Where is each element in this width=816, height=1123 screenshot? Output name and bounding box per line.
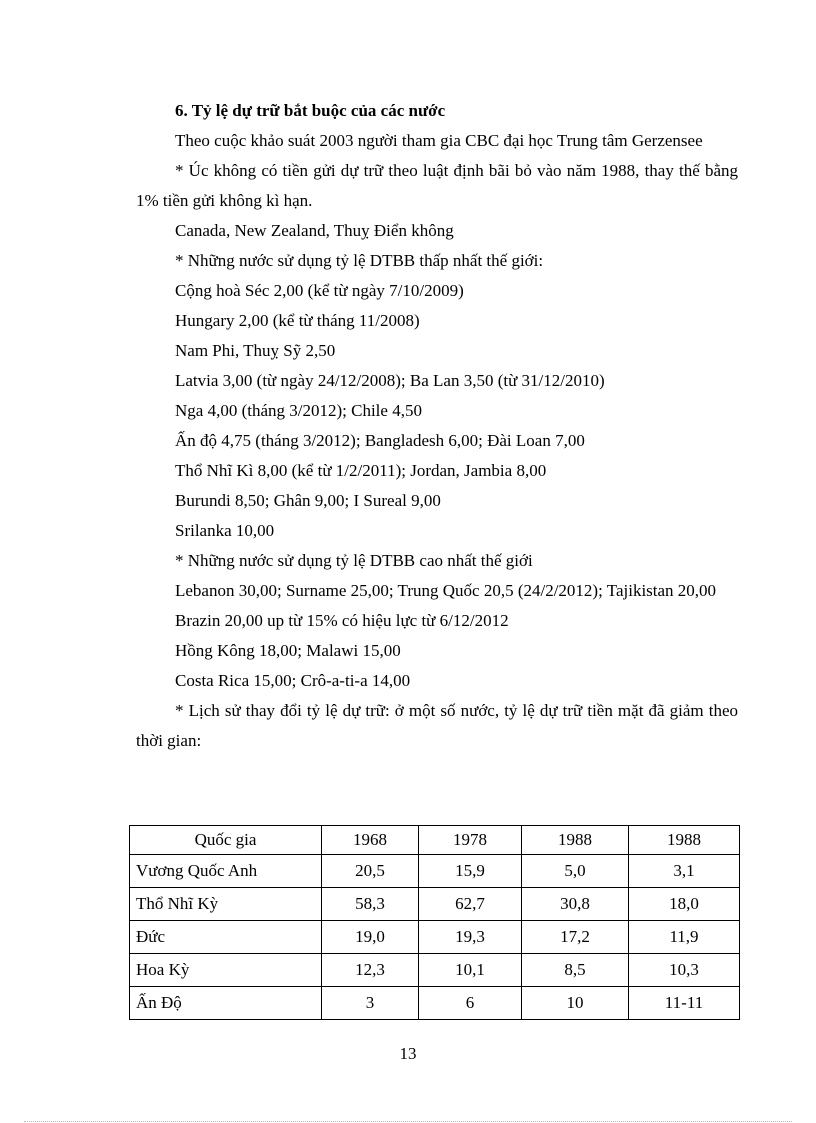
value-cell: 11,9 <box>629 921 740 954</box>
value-cell: 58,3 <box>322 888 419 921</box>
paragraph: Lebanon 30,00; Surname 25,00; Trung Quốc 20,5 (24/2/2012); Tajikistan 20,00 <box>175 581 717 600</box>
paragraph: Nam Phi, Thuỵ Sỹ 2,50 <box>175 341 336 360</box>
paragraph: Costa Rica 15,00; Crô-a-ti-a 14,00 <box>175 671 411 690</box>
paragraph: * Úc không có tiền gửi dự trữ theo luật định bãi bỏ vào năm 1988, thay thế bằng 1% tiền gửi không kì hạn. <box>136 161 738 210</box>
column-header-year: 1968 <box>322 826 419 855</box>
value-cell: 18,0 <box>629 888 740 921</box>
paragraph: Ấn độ 4,75 (tháng 3/2012); Bangladesh 6,00; Đài Loan 7,00 <box>175 431 585 450</box>
paragraph: Hungary 2,00 (kể từ tháng 11/2008) <box>175 311 420 330</box>
paragraph: Burundi 8,50; Ghân 9,00; I Sureal 9,00 <box>175 491 441 510</box>
value-cell: 5,0 <box>522 855 629 888</box>
value-cell: 10,3 <box>629 954 740 987</box>
column-header-country: Quốc gia <box>130 826 322 855</box>
value-cell: 15,9 <box>419 855 522 888</box>
country-cell: Vương Quốc Anh <box>130 855 322 888</box>
country-cell: Đức <box>130 921 322 954</box>
paragraph: Thổ Nhĩ Kì 8,00 (kể từ 1/2/2011); Jordan, Jambia 8,00 <box>175 461 547 480</box>
country-cell: Ấn Độ <box>130 987 322 1020</box>
value-cell: 6 <box>419 987 522 1020</box>
paragraph: Cộng hoà Séc 2,00 (kể từ ngày 7/10/2009) <box>175 281 464 300</box>
page-number: 13 <box>399 1044 417 1063</box>
paragraph: Latvia 3,00 (từ ngày 24/12/2008); Ba Lan 3,50 (từ 31/12/2010) <box>175 371 605 390</box>
value-cell: 8,5 <box>522 954 629 987</box>
paragraph: Brazin 20,00 up từ 15% có hiệu lực từ 6/12/2012 <box>175 611 509 630</box>
paragraph: Theo cuộc khảo suát 2003 người tham gia CBC đại học Trung tâm Gerzensee <box>175 131 703 150</box>
value-cell: 3 <box>322 987 419 1020</box>
value-cell: 19,0 <box>322 921 419 954</box>
column-header-year: 1988 <box>522 826 629 855</box>
page-bottom-divider <box>24 1121 792 1122</box>
column-header-year: 1988 <box>629 826 740 855</box>
value-cell: 17,2 <box>522 921 629 954</box>
value-cell: 10 <box>522 987 629 1020</box>
column-header-year: 1978 <box>419 826 522 855</box>
table-row <box>130 888 740 921</box>
table-row <box>130 921 740 954</box>
table-row <box>130 987 740 1020</box>
body-text <box>136 96 738 756</box>
value-cell: 10,1 <box>419 954 522 987</box>
table-row <box>130 855 740 888</box>
paragraph: Canada, New Zealand, Thuỵ Điển không <box>175 221 454 240</box>
value-cell: 30,8 <box>522 888 629 921</box>
table-row <box>130 954 740 987</box>
value-cell: 3,1 <box>629 855 740 888</box>
paragraph: * Lịch sử thay đổi tỷ lệ dự trữ: ở một số nước, tỷ lệ dự trữ tiền mặt đã giảm theo thời gian: <box>136 701 738 750</box>
reserve-ratio-table-container <box>129 825 739 1020</box>
value-cell: 62,7 <box>419 888 522 921</box>
country-cell: Thổ Nhĩ Kỳ <box>130 888 322 921</box>
value-cell: 11-11 <box>629 987 740 1020</box>
country-cell: Hoa Kỳ <box>130 954 322 987</box>
table-header-row <box>130 826 740 855</box>
section-heading: 6. Tỷ lệ dự trữ bắt buộc của các nước <box>175 101 446 120</box>
paragraph: * Những nước sử dụng tỷ lệ DTBB thấp nhất thế giới: <box>175 251 544 270</box>
value-cell: 20,5 <box>322 855 419 888</box>
paragraph: Srilanka 10,00 <box>175 521 275 540</box>
paragraph: Hồng Kông 18,00; Malawi 15,00 <box>175 641 401 660</box>
paragraph: Nga 4,00 (tháng 3/2012); Chile 4,50 <box>175 401 422 420</box>
reserve-ratio-table <box>129 825 740 1020</box>
paragraph: * Những nước sử dụng tỷ lệ DTBB cao nhất thế giới <box>175 551 533 570</box>
value-cell: 12,3 <box>322 954 419 987</box>
value-cell: 19,3 <box>419 921 522 954</box>
